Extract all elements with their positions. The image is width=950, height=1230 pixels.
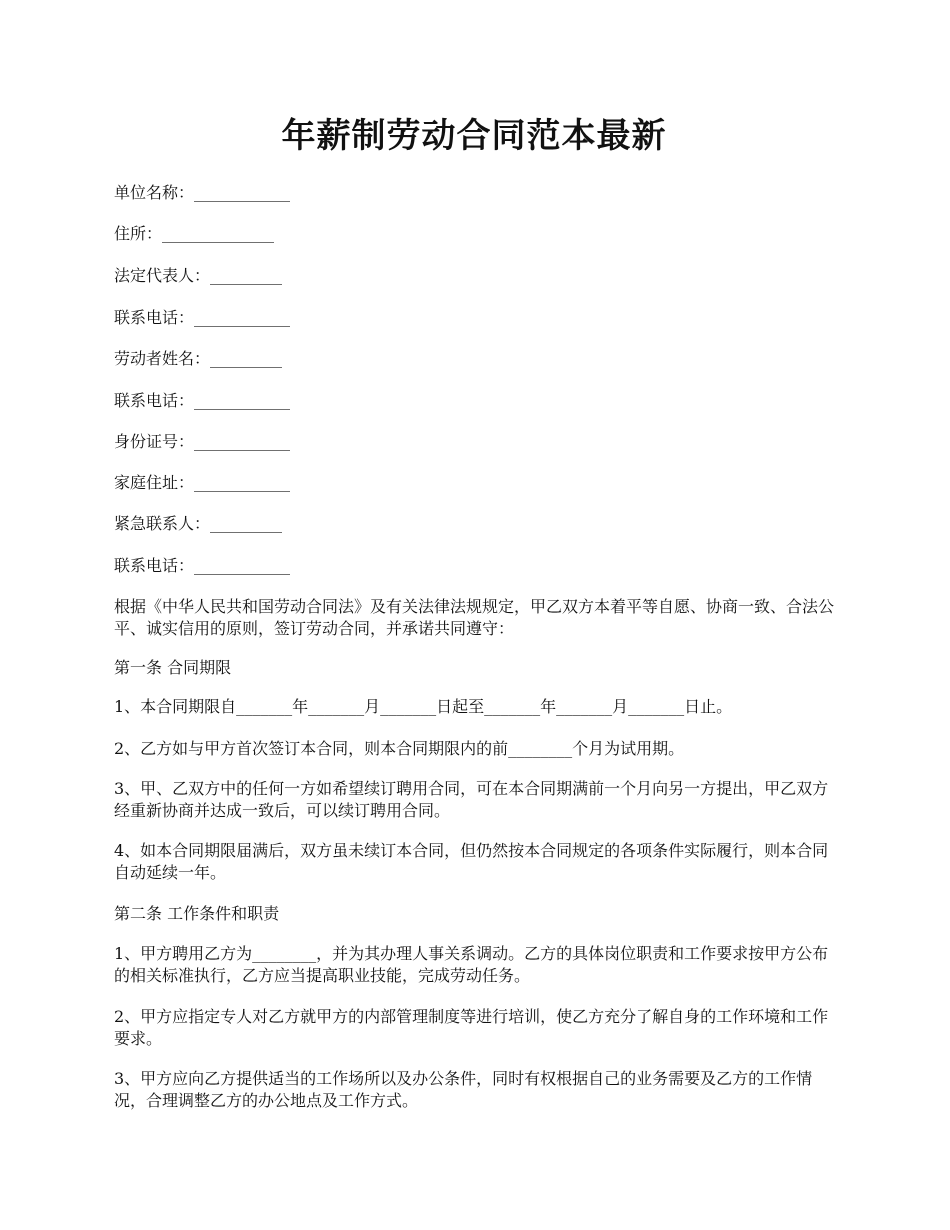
clause-1-1: 1、本合同期限自_______年_______月_______日起至_______年_______月_______日止。	[114, 697, 733, 716]
field-home-address: 家庭住址：____________	[114, 473, 291, 492]
intro-paragraph: 根据《中华人民共和国劳动合同法》及有关法律法规规定，甲乙双方本着平等自愿、协商一致、合法公平、诚实信用的原则，签订劳动合同，并承诺共同遵守：	[114, 597, 835, 638]
field-employee-name: 劳动者姓名：_________	[114, 349, 283, 368]
field-employer-phone: 联系电话：____________	[114, 308, 291, 327]
field-id-number: 身份证号：____________	[114, 432, 291, 451]
field-emergency-contact: 紧急联系人：_________	[114, 514, 283, 533]
page-title: 年薪制劳动合同范本最新	[281, 116, 667, 156]
clause-2-1: 1、甲方聘用乙方为________，并为其办理人事关系调动。乙方的具体岗位职责和工作要求按甲方公布的相关标准执行，乙方应当提高职业技能，完成劳动任务。	[114, 944, 829, 985]
clause-1-2: 2、乙方如与甲方首次签订本合同，则本合同期限内的前________个月为试用期。	[114, 739, 685, 758]
field-company-name: 单位名称：____________	[114, 183, 291, 202]
clause-1-3: 3、甲、乙双方中的任何一方如希望续订聘用合同，可在本合同期满前一个月向另一方提出，甲乙双方经重新协商并达成一致后，可以续订聘用合同。	[114, 779, 829, 820]
clause-2-2: 2、甲方应指定专人对乙方就甲方的内部管理制度等进行培训，使乙方充分了解自身的工作环境和工作要求。	[114, 1007, 829, 1048]
field-employee-phone: 联系电话：____________	[114, 391, 291, 410]
clause-2-3: 3、甲方应向乙方提供适当的工作场所以及办公条件，同时有权根据自己的业务需要及乙方的工作情况，合理调整乙方的办公地点及工作方式。	[114, 1069, 813, 1110]
field-address: 住所：______________	[114, 224, 275, 243]
clause-1-4: 4、如本合同期限届满后，双方虽未续订本合同，但仍然按本合同规定的各项条件实际履行，则本合同自动延续一年。	[114, 841, 829, 882]
section-heading-2: 第二条 工作条件和职责	[114, 904, 280, 923]
section-heading-1: 第一条 合同期限	[114, 658, 232, 677]
field-legal-representative: 法定代表人：_________	[114, 266, 283, 285]
field-emergency-phone: 联系电话：____________	[114, 556, 291, 575]
